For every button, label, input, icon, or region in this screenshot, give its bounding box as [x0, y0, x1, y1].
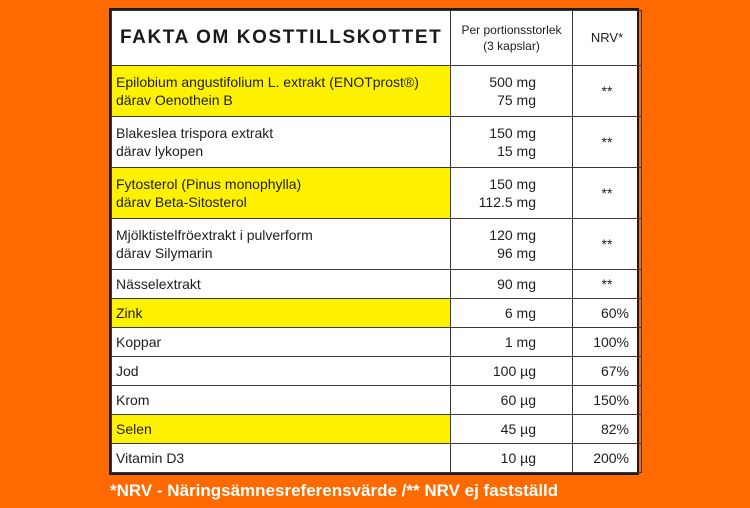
ingredient-name-cell [112, 444, 451, 473]
ingredient-name: Fytosterol (Pinus monophylla) [116, 176, 302, 192]
ingredient-name-cell [112, 66, 451, 117]
supplement-facts-table [109, 8, 639, 475]
amount-subvalue: 112.5 mg [478, 194, 536, 210]
amount-value: 90 mg [497, 276, 536, 292]
nrv-value: 100% [573, 328, 642, 357]
table-row [112, 299, 642, 328]
nrv-value: ** [573, 66, 642, 117]
amount-cell [451, 444, 573, 473]
ingredient-name-cell [112, 117, 451, 168]
nrv-value: ** [573, 270, 642, 299]
table-row [112, 66, 642, 117]
ingredient-subname: därav Oenothein B [116, 92, 233, 108]
table-body [112, 66, 642, 473]
ingredient-name: Koppar [116, 334, 162, 350]
amount-cell [451, 415, 573, 444]
amount-value: 500 mg [489, 74, 536, 90]
ingredient-name-cell [112, 415, 451, 444]
amount-cell [451, 168, 573, 219]
table-row [112, 117, 642, 168]
amount-value: 150 mg [489, 176, 536, 192]
table-row [112, 168, 642, 219]
amount-cell [451, 66, 573, 117]
ingredient-name-cell [112, 299, 451, 328]
amount-cell [451, 386, 573, 415]
table-row [112, 219, 642, 270]
nrv-value: 150% [573, 386, 642, 415]
ingredient-name: Zink [116, 305, 143, 321]
ingredient-subname: därav Beta-Sitosterol [116, 194, 247, 210]
ingredient-name-cell [112, 328, 451, 357]
amount-value: 150 mg [489, 125, 536, 141]
nrv-value: 82% [573, 415, 642, 444]
table-row [112, 328, 642, 357]
serving-size-capsules: (3 kapslar) [483, 39, 540, 53]
ingredient-name-cell [112, 168, 451, 219]
ingredient-name-cell [112, 270, 451, 299]
ingredient-name: Jod [116, 363, 139, 379]
ingredient-name: Nässelextrakt [116, 276, 201, 292]
amount-subvalue: 15 mg [497, 143, 536, 159]
amount-cell [451, 328, 573, 357]
amount-cell [451, 219, 573, 270]
ingredient-name: Epilobium angustifolium L. extrakt (ENOTprost®) [116, 74, 419, 90]
amount-value: 6 mg [504, 305, 536, 321]
nrv-value: 67% [573, 357, 642, 386]
table-row [112, 444, 642, 473]
table-row [112, 415, 642, 444]
ingredient-name: Krom [116, 392, 150, 408]
amount-value: 10 µg [500, 450, 536, 466]
nrv-value: ** [573, 168, 642, 219]
table-title: FAKTA OM KOSTTILLSKOTTET [112, 11, 451, 66]
amount-value: 1 mg [504, 334, 536, 350]
nrv-value: 60% [573, 299, 642, 328]
ingredient-subname: därav lykopen [116, 143, 204, 159]
amount-cell [451, 270, 573, 299]
nrv-value: 200% [573, 444, 642, 473]
ingredient-name: Selen [116, 421, 152, 437]
table-header-row [112, 11, 642, 66]
nrv-value: ** [573, 219, 642, 270]
ingredient-subname: därav Silymarin [116, 245, 213, 261]
amount-cell [451, 357, 573, 386]
table-row [112, 357, 642, 386]
amount-subvalue: 96 mg [497, 245, 536, 261]
ingredient-name: Blakeslea trispora extrakt [116, 125, 274, 141]
amount-subvalue: 75 mg [497, 92, 536, 108]
ingredient-name-cell [112, 219, 451, 270]
amount-cell [451, 117, 573, 168]
nrv-header: NRV* [573, 11, 642, 66]
serving-size-label: Per portionsstorlek [461, 23, 562, 37]
nrv-value: ** [573, 117, 642, 168]
ingredient-name: Mjölktistelfröextrakt i pulverform [116, 227, 313, 243]
amount-value: 100 µg [492, 363, 536, 379]
nrv-footnote: *NRV - Näringsämnesreferensvärde /** NRV ej fastställd [110, 481, 559, 500]
ingredient-name: Vitamin D3 [116, 450, 185, 466]
serving-size-header [451, 11, 573, 66]
ingredient-name-cell [112, 386, 451, 415]
amount-value: 60 µg [500, 392, 536, 408]
amount-cell [451, 299, 573, 328]
amount-value: 120 mg [489, 227, 536, 243]
amount-value: 45 µg [500, 421, 536, 437]
facts-table [111, 10, 642, 473]
table-row [112, 386, 642, 415]
ingredient-name-cell [112, 357, 451, 386]
table-row [112, 270, 642, 299]
